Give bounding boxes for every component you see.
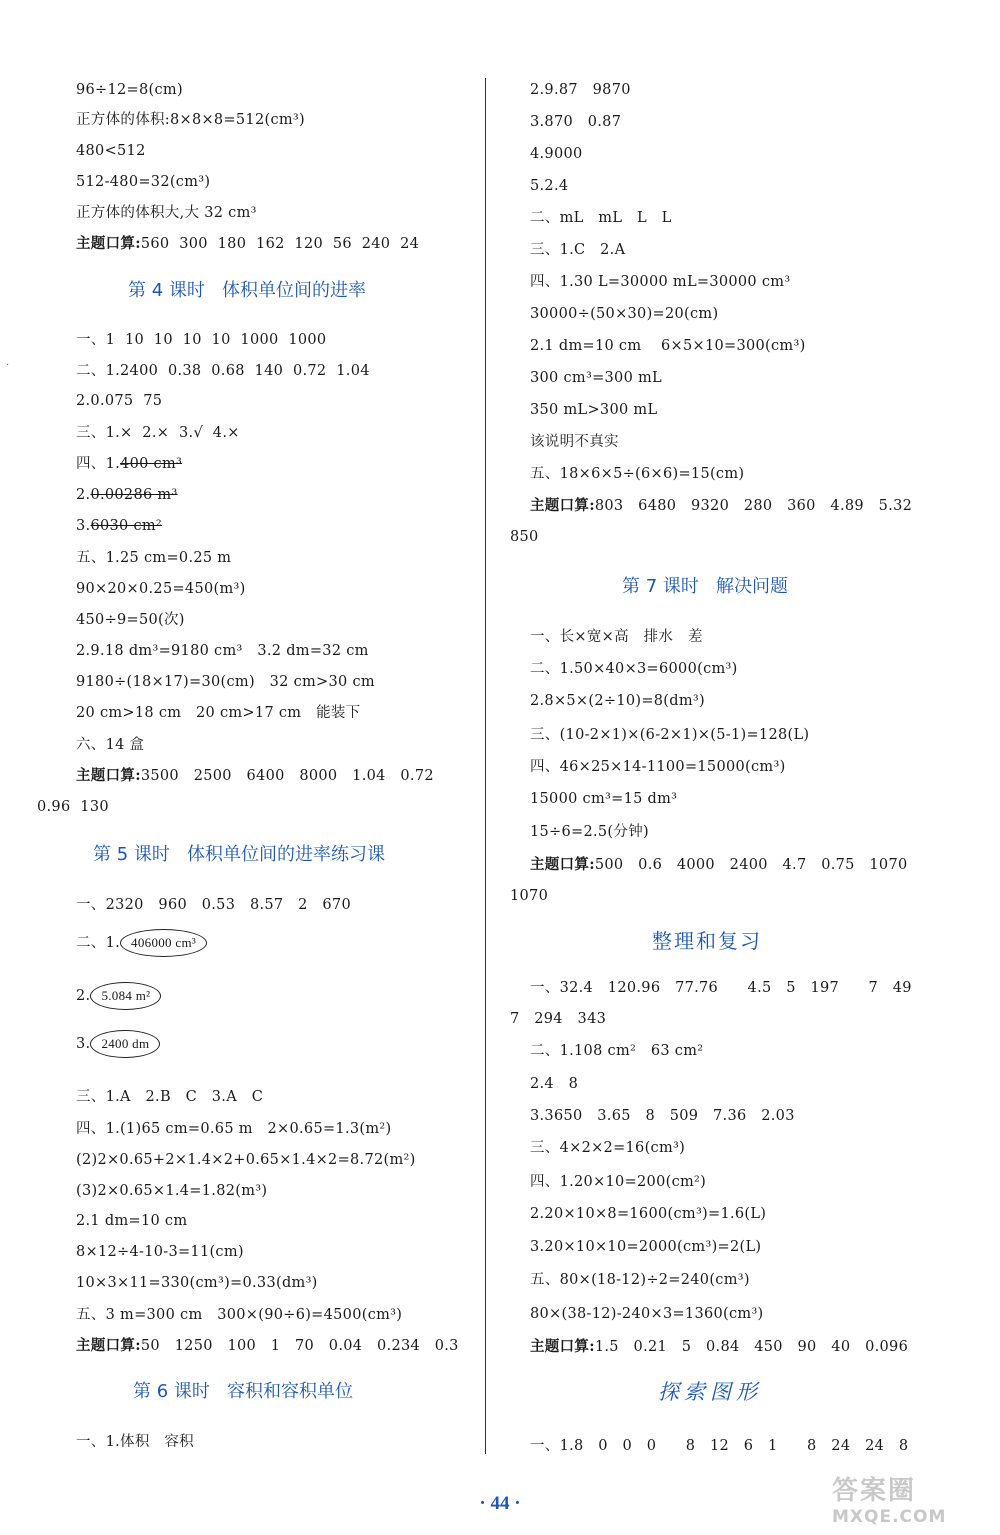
mental-math-label: 主题口算:: [530, 1338, 595, 1355]
left-column: [0, 0, 483, 1460]
answer-line: 9180÷(18×17)=30(cm) 32 cm>30 cm: [76, 674, 375, 690]
watermark-url: MXQE.COM: [832, 1507, 947, 1527]
answer-line: 该说明不真实: [530, 434, 619, 450]
explore-shapes-heading: 探索图形: [658, 1380, 762, 1404]
answer-line: 正方体的体积大,大 32 cm³: [76, 205, 257, 221]
right-column: [490, 0, 1000, 1460]
page-number: · 44 ·: [479, 1493, 521, 1514]
answer-line: 四、1.20×10=200(cm²): [530, 1174, 707, 1190]
answer-line: 90×20×0.25=450(m³): [76, 581, 246, 597]
mental-math-values: 3500 2500 6400 8000 1.04 0.72: [140, 768, 434, 784]
struck-answer: 6030 cm²: [90, 518, 163, 534]
answer-line: 2.1 dm=10 cm 6×5×10=300(cm³): [530, 338, 806, 354]
answer-line: 30000÷(50×30)=20(cm): [530, 306, 719, 322]
answer-line: 1070: [510, 888, 549, 904]
margin-dot: ·: [6, 360, 10, 371]
answer-line: [76, 1024, 160, 1058]
answer-line: 三、1.× 2.× 3.√ 4.×: [76, 425, 240, 441]
column-divider: [485, 78, 486, 1454]
mental-math-label: 主题口算:: [76, 767, 141, 784]
answer-line: [76, 454, 182, 474]
answer-line: 3.20×10×10=2000(cm³)=2(L): [530, 1239, 762, 1255]
answer-line: 7 294 343: [510, 1011, 607, 1027]
mental-math-values: 500 0.6 4000 2400 4.7 0.75 1070: [594, 857, 908, 873]
lesson-5-heading: 第 5 课时 体积单位间的进率练习课: [93, 844, 386, 865]
answer-line: 10×3×11=330(cm³)=0.33(dm³): [76, 1275, 318, 1291]
answer-line: [76, 976, 161, 1010]
answer-line: (2)2×0.65+2×1.4×2+0.65×1.4×2=8.72(m²): [76, 1152, 416, 1168]
item-number: 2.: [76, 487, 91, 503]
mental-math-values: 1.5 0.21 5 0.84 450 90 40 0.096: [594, 1339, 909, 1355]
answer-line: 480<512: [76, 143, 146, 159]
answer-line: 0.96 130: [37, 799, 109, 815]
struck-answer: 0.00286 m³: [90, 487, 178, 503]
answer-line: 四、1.30 L=30000 mL=30000 cm³: [530, 274, 791, 290]
mental-math-line: [76, 234, 419, 254]
answer-line: 三、1.A 2.B C 3.A C: [76, 1089, 264, 1105]
answer-line: 三、4×2×2=16(cm³): [530, 1140, 686, 1156]
answer-line: 2.9.87 9870: [530, 82, 631, 98]
answer-line: 二、1.2400 0.38 0.68 140 0.72 1.04: [76, 363, 370, 379]
watermark-text: 答案圈: [832, 1476, 917, 1506]
answer-line: 96÷12=8(cm): [76, 82, 183, 98]
answer-line: 一、32.4 120.96 77.76 4.5 5 197 7 49: [530, 980, 912, 996]
answer-line: 二、mL mL L L: [530, 210, 672, 226]
struck-answer: 400 cm³: [120, 456, 183, 472]
answer-line: 三、(10-2×1)×(6-2×1)×(5-1)=128(L): [530, 727, 810, 743]
answer-line: 五、1.25 cm=0.25 m: [76, 550, 232, 566]
answer-line: 三、1.C 2.A: [530, 242, 626, 258]
answer-line: 20 cm>18 cm 20 cm>17 cm 能装下: [76, 705, 361, 721]
answer-line: 二、1.108 cm² 63 cm²: [530, 1043, 704, 1059]
answer-line: 五、3 m=300 cm 300×(90÷6)=4500(cm³): [76, 1307, 403, 1323]
mental-math-line: [76, 766, 434, 786]
answer-line: 正方体的体积:8×8×8=512(cm³): [76, 112, 305, 128]
review-heading: 整理和复习: [652, 929, 762, 953]
answer-line: 300 cm³=300 mL: [530, 370, 662, 386]
mental-math-line: [76, 1336, 459, 1356]
answer-line: 450÷9=50(次): [76, 612, 185, 628]
lesson-7-heading: 第 7 课时 解决问题: [622, 576, 789, 597]
circled-answer: 5.084 m²: [90, 982, 161, 1010]
mental-math-label: 主题口算:: [76, 235, 141, 252]
mental-math-label: 主题口算:: [530, 497, 595, 514]
answer-line: 2.8×5×(2÷10)=8(dm³): [530, 693, 705, 709]
watermark-logo: [832, 1470, 992, 1530]
answer-line: [76, 929, 207, 957]
answer-line: 一、长×宽×高 排水 差: [530, 629, 703, 645]
lesson-6-heading: 第 6 课时 容积和容积单位: [133, 1381, 354, 1402]
item-number: 二、1.: [76, 935, 121, 951]
mental-math-values: 50 1250 100 1 70 0.04 0.234 0.3: [140, 1338, 459, 1354]
answer-line: 二、1.50×40×3=6000(cm³): [530, 661, 738, 677]
answer-line: 3.870 0.87: [530, 114, 622, 130]
answer-line: 3.3650 3.65 8 509 7.36 2.03: [530, 1108, 795, 1124]
mental-math-line: [530, 496, 912, 516]
answer-line: 五、18×6×5÷(6×6)=15(cm): [530, 466, 745, 482]
answer-line: 350 mL>300 mL: [530, 402, 658, 418]
answer-line: 512-480=32(cm³): [76, 174, 211, 190]
answer-line: 5.2.4: [530, 178, 569, 194]
answer-line: 850: [510, 529, 539, 545]
answer-line: 2.20×10×8=1600(cm³)=1.6(L): [530, 1206, 767, 1222]
answer-line: 六、14 盒: [76, 737, 145, 753]
answer-line: (3)2×0.65×1.4=1.82(m³): [76, 1183, 268, 1199]
item-number: 3.: [76, 518, 91, 534]
item-number: 四、1.: [76, 456, 121, 472]
answer-line: 80×(38-12)-240×3=1360(cm³): [530, 1306, 764, 1322]
answer-line: 2.9.18 dm³=9180 cm³ 3.2 dm=32 cm: [76, 643, 369, 659]
item-number: 2.: [76, 988, 91, 1004]
answer-line: 4.9000: [530, 146, 583, 162]
circled-answer: 2400 dm: [90, 1030, 160, 1058]
lesson-4-heading: 第 4 课时 体积单位间的进率: [128, 280, 367, 301]
answer-line: 一、1.体积 容积: [76, 1434, 194, 1450]
answer-line: 15000 cm³=15 dm³: [530, 791, 678, 807]
mental-math-label: 主题口算:: [76, 1337, 141, 1354]
answer-line: 一、1.8 0 0 0 8 12 6 1 8 24 24 8: [530, 1438, 909, 1454]
answer-line: 四、1.(1)65 cm=0.65 m 2×0.65=1.3(m²): [76, 1121, 392, 1137]
answer-line: 2.1 dm=10 cm: [76, 1213, 188, 1229]
answer-line: 2.0.075 75: [76, 393, 163, 409]
answer-line: 15÷6=2.5(分钟): [530, 824, 649, 840]
item-number: 3.: [76, 1036, 91, 1052]
mental-math-line: [530, 855, 908, 875]
circled-answer: 406000 cm³: [120, 929, 207, 957]
answer-line: 一、1 10 10 10 10 1000 1000: [76, 332, 327, 348]
mental-math-values: 803 6480 9320 280 360 4.89 5.32: [594, 498, 913, 514]
answer-line: 2.4 8: [530, 1076, 579, 1092]
answer-line: 五、80×(18-12)÷2=240(cm³): [530, 1272, 750, 1288]
answer-line: [76, 485, 178, 505]
mental-math-label: 主题口算:: [530, 856, 595, 873]
mental-math-line: [530, 1337, 908, 1357]
answer-line: 四、46×25×14-1100=15000(cm³): [530, 759, 786, 775]
answer-line: 8×12÷4-10-3=11(cm): [76, 1244, 244, 1260]
answer-line: [76, 516, 162, 536]
answer-line: 一、2320 960 0.53 8.57 2 670: [76, 897, 351, 913]
mental-math-values: 560 300 180 162 120 56 240 24: [140, 236, 420, 252]
